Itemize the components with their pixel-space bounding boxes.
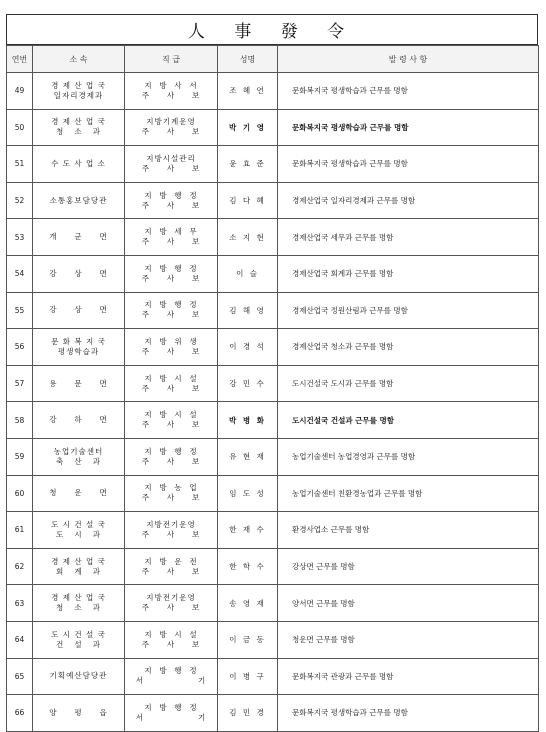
row-department: 강 하 면 bbox=[33, 402, 125, 439]
row-detail: 도시건설국 도시과 근무를 명함 bbox=[278, 365, 539, 402]
row-grade: 지 방 행 정 주 사 보 bbox=[125, 292, 218, 329]
table-row bbox=[7, 292, 539, 329]
row-department: 기획예산담당관 bbox=[33, 658, 125, 695]
row-detail: 경제산업국 일자리경제과 근무를 명함 bbox=[278, 182, 539, 219]
row-number: 50 bbox=[7, 109, 33, 146]
row-name: 소 지 현 bbox=[218, 219, 278, 256]
row-detail: 경제산업국 청소과 근무를 명함 bbox=[278, 329, 539, 366]
row-detail: 경제산업국 세무과 근무를 명함 bbox=[278, 219, 539, 256]
table-row bbox=[7, 548, 539, 585]
table-row bbox=[7, 219, 539, 256]
row-name: 박 병 화 bbox=[218, 402, 278, 439]
row-name: 송 영 재 bbox=[218, 585, 278, 622]
row-number: 54 bbox=[7, 255, 33, 292]
row-grade: 지 방 사 서 주 사 보 bbox=[125, 73, 218, 110]
row-name: 이 금 동 bbox=[218, 621, 278, 658]
row-detail: 도시건설국 건설과 근무를 명함 bbox=[278, 402, 539, 439]
row-number: 66 bbox=[7, 695, 33, 732]
row-name: 강 민 수 bbox=[218, 365, 278, 402]
row-department: 도 시 건 설 국 건 설 과 bbox=[33, 621, 125, 658]
row-department: 강 상 면 bbox=[33, 292, 125, 329]
row-name: 윤 효 준 bbox=[218, 146, 278, 183]
row-number: 57 bbox=[7, 365, 33, 402]
row-detail: 청운면 근무를 명함 bbox=[278, 621, 539, 658]
row-grade: 지 방 세 무 주 사 보 bbox=[125, 219, 218, 256]
row-grade: 지 방 시 설 주 사 보 bbox=[125, 621, 218, 658]
table-row bbox=[7, 182, 539, 219]
header-detail: 발 령 사 항 bbox=[278, 46, 539, 73]
row-detail: 문화복지국 평생학습과 근무를 명함 bbox=[278, 109, 539, 146]
row-grade: 지방기계운영 주 사 보 bbox=[125, 109, 218, 146]
row-name: 유 현 재 bbox=[218, 438, 278, 475]
row-number: 65 bbox=[7, 658, 33, 695]
table-row bbox=[7, 438, 539, 475]
row-department: 경 제 산 업 국 회 계 과 bbox=[33, 548, 125, 585]
row-department: 개 군 면 bbox=[33, 219, 125, 256]
row-department: 도 시 건 설 국 도 시 과 bbox=[33, 512, 125, 549]
row-number: 60 bbox=[7, 475, 33, 512]
row-name: 김 다 혜 bbox=[218, 182, 278, 219]
row-detail: 문화복지국 평생학습과 근무를 명함 bbox=[278, 695, 539, 732]
row-name: 박 기 영 bbox=[218, 109, 278, 146]
row-detail: 농업기술센터 농업경영과 근무를 명함 bbox=[278, 438, 539, 475]
table-row bbox=[7, 475, 539, 512]
header-num: 연번 bbox=[7, 46, 33, 73]
row-name: 조 혜 연 bbox=[218, 73, 278, 110]
row-number: 62 bbox=[7, 548, 33, 585]
table-row bbox=[7, 512, 539, 549]
row-grade: 지 방 농 업 주 사 보 bbox=[125, 475, 218, 512]
row-number: 64 bbox=[7, 621, 33, 658]
row-grade: 지 방 시 설 주 사 보 bbox=[125, 402, 218, 439]
row-detail: 경제산업국 회계과 근무를 명함 bbox=[278, 255, 539, 292]
row-detail: 농업기술센터 친환경농업과 근무를 명함 bbox=[278, 475, 539, 512]
row-department: 경 제 산 업 국 청 소 과 bbox=[33, 585, 125, 622]
row-grade: 지 방 행 정 주 사 보 bbox=[125, 438, 218, 475]
row-number: 51 bbox=[7, 146, 33, 183]
row-number: 63 bbox=[7, 585, 33, 622]
row-number: 52 bbox=[7, 182, 33, 219]
row-number: 59 bbox=[7, 438, 33, 475]
row-name: 한 재 수 bbox=[218, 512, 278, 549]
row-grade: 지 방 시 설 주 사 보 bbox=[125, 365, 218, 402]
personnel-order-table bbox=[6, 45, 539, 732]
table-row bbox=[7, 658, 539, 695]
row-number: 56 bbox=[7, 329, 33, 366]
header-dept: 소 속 bbox=[33, 46, 125, 73]
row-name: 이 슬 bbox=[218, 255, 278, 292]
table-row bbox=[7, 329, 539, 366]
row-grade: 지방전기운영 주 사 보 bbox=[125, 585, 218, 622]
row-department: 소통홍보담당관 bbox=[33, 182, 125, 219]
row-grade: 지 방 행 정 주 사 보 bbox=[125, 255, 218, 292]
row-department: 농업기술센터 축 산 과 bbox=[33, 438, 125, 475]
row-grade: 지방전기운영 주 사 보 bbox=[125, 512, 218, 549]
row-grade: 지 방 행 정 서 기 bbox=[125, 658, 218, 695]
row-department: 청 운 면 bbox=[33, 475, 125, 512]
row-detail: 양서면 근무를 명함 bbox=[278, 585, 539, 622]
row-name: 김 해 영 bbox=[218, 292, 278, 329]
row-number: 58 bbox=[7, 402, 33, 439]
table-row bbox=[7, 695, 539, 732]
header-grade: 직 급 bbox=[125, 46, 218, 73]
row-department: 수 도 사 업 소 bbox=[33, 146, 125, 183]
row-name: 김 민 경 bbox=[218, 695, 278, 732]
row-department: 양 평 읍 bbox=[33, 695, 125, 732]
header-name: 성명 bbox=[218, 46, 278, 73]
row-grade: 지 방 운 전 주 사 보 bbox=[125, 548, 218, 585]
row-grade: 지 방 행 정 주 사 보 bbox=[125, 182, 218, 219]
row-department: 강 상 면 bbox=[33, 255, 125, 292]
row-detail: 경제산업국 정원산림과 근무를 명함 bbox=[278, 292, 539, 329]
row-department: 경 제 산 업 국 일자리경제과 bbox=[33, 73, 125, 110]
table-row bbox=[7, 255, 539, 292]
row-detail: 강상면 근무를 명함 bbox=[278, 548, 539, 585]
row-name: 이 경 석 bbox=[218, 329, 278, 366]
table-row bbox=[7, 402, 539, 439]
row-detail: 문화복지국 평생학습과 근무를 명함 bbox=[278, 146, 539, 183]
row-number: 49 bbox=[7, 73, 33, 110]
row-name: 한 학 수 bbox=[218, 548, 278, 585]
row-grade: 지방시설관리 주 사 보 bbox=[125, 146, 218, 183]
row-department: 용 문 면 bbox=[33, 365, 125, 402]
table-row bbox=[7, 365, 539, 402]
table-row bbox=[7, 73, 539, 110]
document-title: 人 事 發 令 bbox=[6, 14, 538, 45]
row-department: 문 화 복 지 국 평생학습과 bbox=[33, 329, 125, 366]
table-row bbox=[7, 109, 539, 146]
table-row bbox=[7, 621, 539, 658]
row-detail: 문화복지국 평생학습과 근무를 명함 bbox=[278, 73, 539, 110]
row-grade: 지 방 행 정 서 기 bbox=[125, 695, 218, 732]
row-number: 61 bbox=[7, 512, 33, 549]
row-department: 경 제 산 업 국 청 소 과 bbox=[33, 109, 125, 146]
table-header-row bbox=[7, 46, 539, 73]
row-detail: 환경사업소 근무를 명함 bbox=[278, 512, 539, 549]
table-row bbox=[7, 585, 539, 622]
row-name: 임 도 성 bbox=[218, 475, 278, 512]
row-detail: 문화복지국 관광과 근무를 명함 bbox=[278, 658, 539, 695]
row-grade: 지 방 위 생 주 사 보 bbox=[125, 329, 218, 366]
table-row bbox=[7, 146, 539, 183]
row-number: 55 bbox=[7, 292, 33, 329]
row-number: 53 bbox=[7, 219, 33, 256]
row-name: 이 병 구 bbox=[218, 658, 278, 695]
